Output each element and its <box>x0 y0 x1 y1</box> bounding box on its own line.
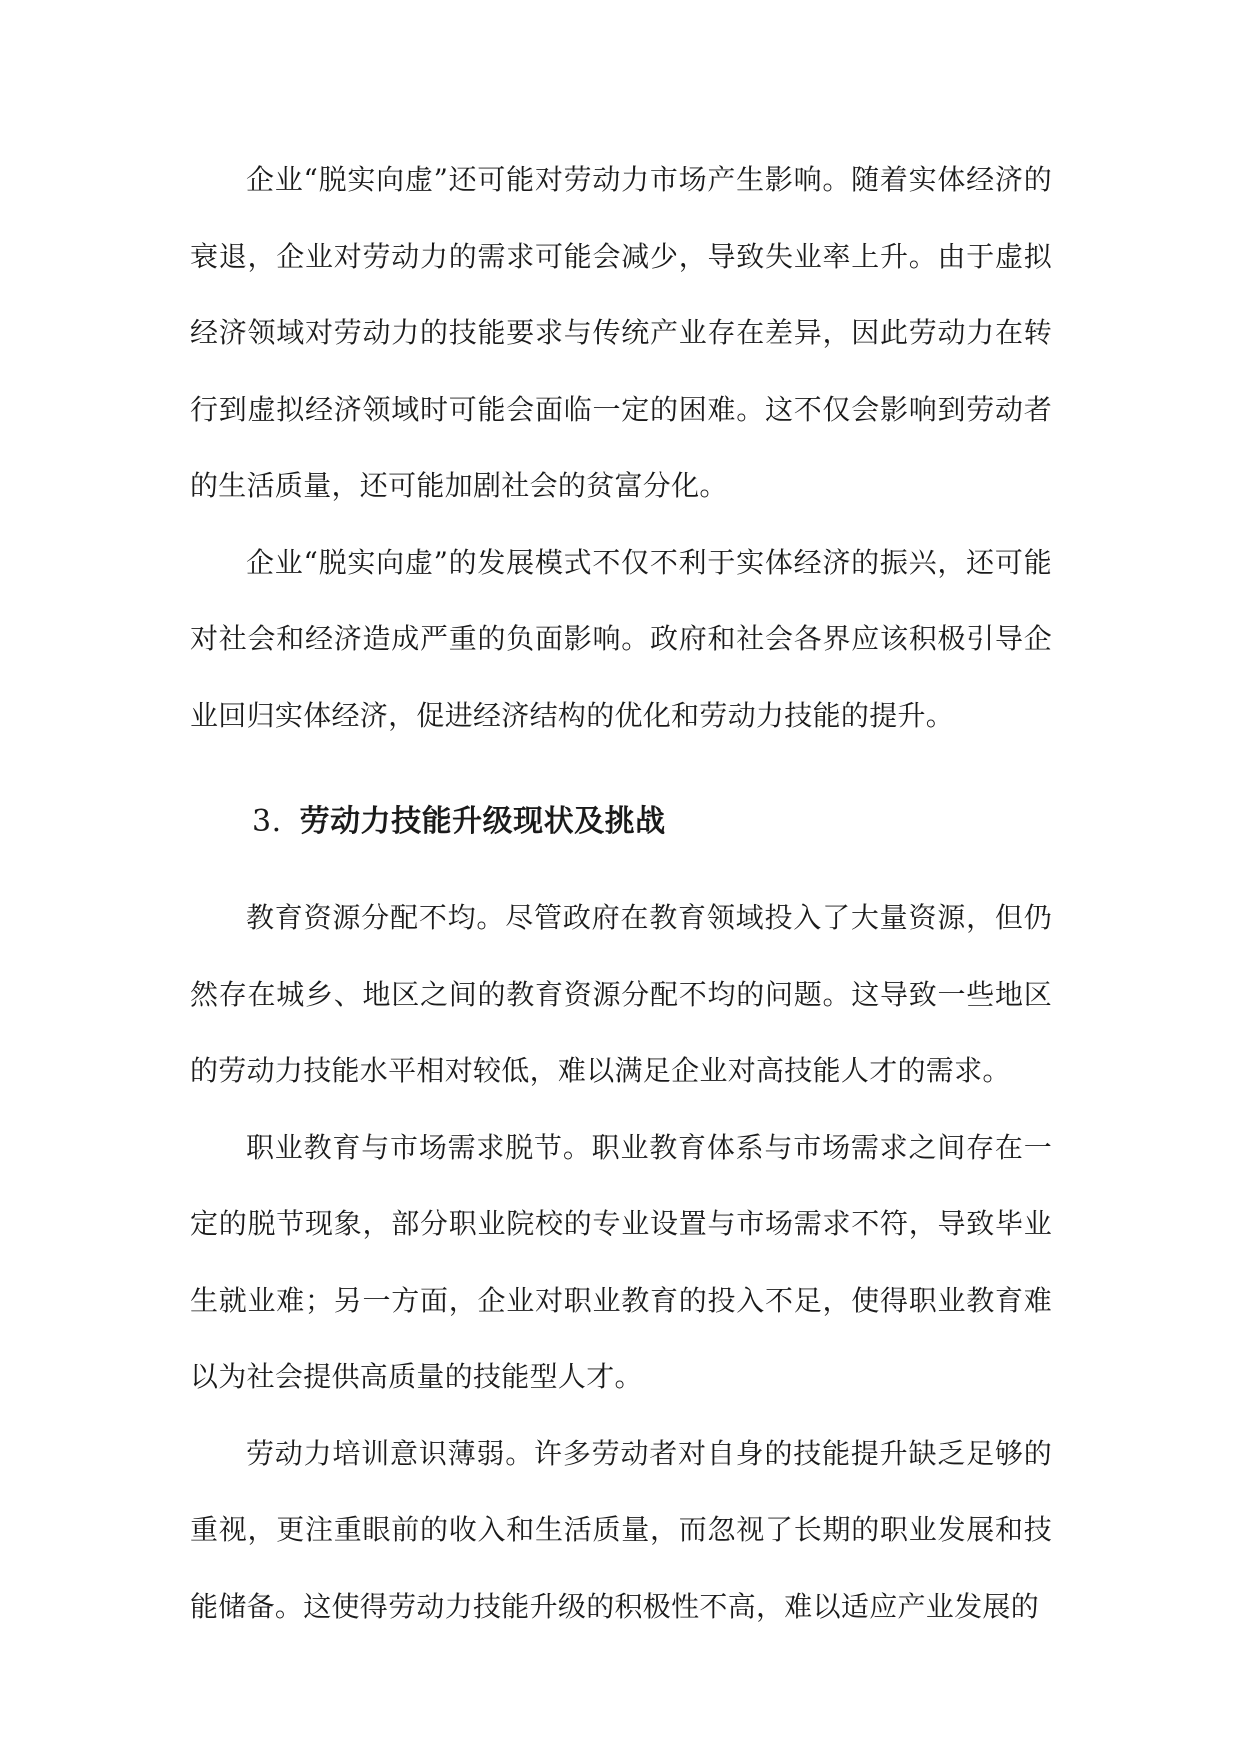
paragraph-education-resources: 教育资源分配不均。尽管政府在教育领域投入了大量资源，但仍然存在城乡、地区之间的教育资源分配不均的问题。这导致一些地区的劳动力技能水平相对较低，难以满足企业对高技能人才的需求。 <box>190 901 1052 1087</box>
section-heading <box>190 764 1052 880</box>
paragraph-training-awareness: 劳动力培训意识薄弱。许多劳动者对自身的技能提升缺乏足够的重视，更注重眼前的收入和生活质量，而忽视了长期的职业发展和技能储备。这使得劳动力技能升级的积极性不高，难以适应产业发展的 <box>190 1436 1052 1623</box>
paragraph-labor-market-impact: 企业“脱实向虚”还可能对劳动力市场产生影响。随着实体经济的衰退，企业对劳动力的需求可能会减少，导致失业率上升。由于虚拟经济领域对劳动力的技能要求与传统产业存在差异，因此劳动力在转行到虚拟经济领域时可能会面临一定的困难。这不仅会影响到劳动者的生活质量，还可能加剧社会的贫富分化。 <box>190 163 1052 502</box>
section-title-text: 劳动力技能升级现状及挑战 <box>299 804 666 839</box>
section-number: 3. <box>252 804 282 839</box>
paragraph-development-model: 企业“脱实向虚”的发展模式不仅不利于实体经济的振兴，还可能对社会和经济造成严重的负面影响。政府和社会各界应该积极引导企业回归实体经济，促进经济结构的优化和劳动力技能的提升。 <box>190 545 1052 732</box>
paragraph-vocational-education: 职业教育与市场需求脱节。职业教育体系与市场需求之间存在一定的脱节现象，部分职业院校的专业设置与市场需求不符，导致毕业生就业难；另一方面，企业对职业教育的投入不足，使得职业教育难以为社会提供高质量的技能型人才。 <box>190 1130 1052 1393</box>
page-content <box>190 142 1052 1645</box>
